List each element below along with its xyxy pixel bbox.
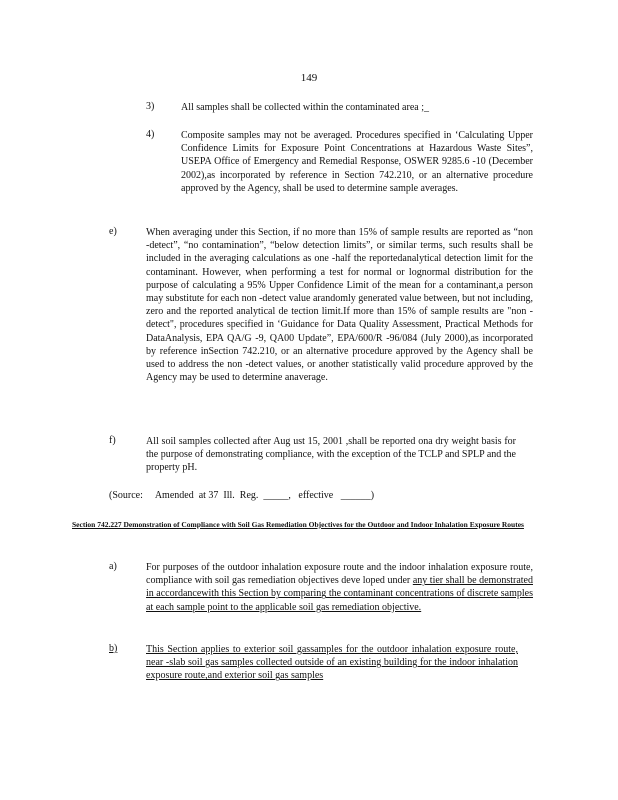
source-note: (Source: Amended at 37 Ill. Reg. _____, effective ______) [109, 490, 375, 501]
item-text-inserted: any tier shall be demonstrated in accordancewith this Section by comparing the contaminant concentrations of discrete samples at each sample point to the applicable soil gas remediation objective. [146, 575, 533, 613]
item-label: 3) [146, 101, 155, 112]
item-text [146, 561, 533, 614]
section-heading: Section 742.227 Demonstration of Compliance with Soil Gas Remediation Objectives for the Outdoor and Indoor Inhalation Exposure Routes [72, 520, 524, 529]
item-label: b) [109, 643, 118, 654]
item-label: e) [109, 226, 117, 237]
item-label: a) [109, 561, 117, 572]
item-text-plain: For purposes of the outdoor inhalation exposure route and the indoor inhalation exposure route, compliance with soil gas remediation objectives deve loped under [146, 562, 533, 587]
page-number: 149 [300, 72, 318, 84]
item-text: Composite samples may not be averaged. Procedures specified in ‘Calculating Upper Confidence Limits for Exposure Point Concentrations at Hazardous Waste Sites”, USEPA Office of Emergency and Remedial Response, OSWER 9285.6 -10 (December 2002),as incorporated by reference in Section 742.210, or an alternative procedure approved by the Agency, shall be used to determine sample averages. [181, 130, 533, 194]
item-text: All soil samples collected after Aug ust 15, 2001 ,shall be reported ona dry weight basis for the purpose of demonstrating compliance, with the exception of the TCLP and SPLP and the property pH. [146, 436, 516, 474]
item-label: 4) [146, 129, 155, 140]
item-text: When averaging under this Section, if no more than 15% of sample results are reported as “non -detect”, “no contamination”, “below detection limits”, or similar terms, such results shall be included in the averaging calculations as one -half the reportedanalytical detection limit for the contaminant. However, when performing a test for normal or lognormal distribution for the purpose of calculating a 95% Upper Confidence Limit of the mean for a contaminant,a person may substitute for each non -detect value arandomly generated value between, but not including, zero and the reported analytical de tection limit.If more than 15% of sample results are "non -detect", procedures specified in ‘Guidance for Data Quality Assessment, Practical Methods for DataAnalysis, EPA QA/G -9, QA00 Update”, EPA/600/R -96/084 (July 2000),as incorporated by reference inSection 742.210, or an alternative procedure approved by the Agency shall be used to address the non -detect values, or another statistically valid procedure approved by the Agency may be used to determine anaverage. [146, 227, 533, 384]
item-text-inserted: This Section applies to exterior soil gassamples for the outdoor inhalation exposure route, near -slab soil gas samples collected outside of an existing building for the indoor inhalation exposure route,and exterior soil gas samples [146, 644, 518, 682]
item-text: All samples shall be collected within the contaminated area ;_ [181, 102, 429, 113]
item-label: f) [109, 435, 116, 446]
